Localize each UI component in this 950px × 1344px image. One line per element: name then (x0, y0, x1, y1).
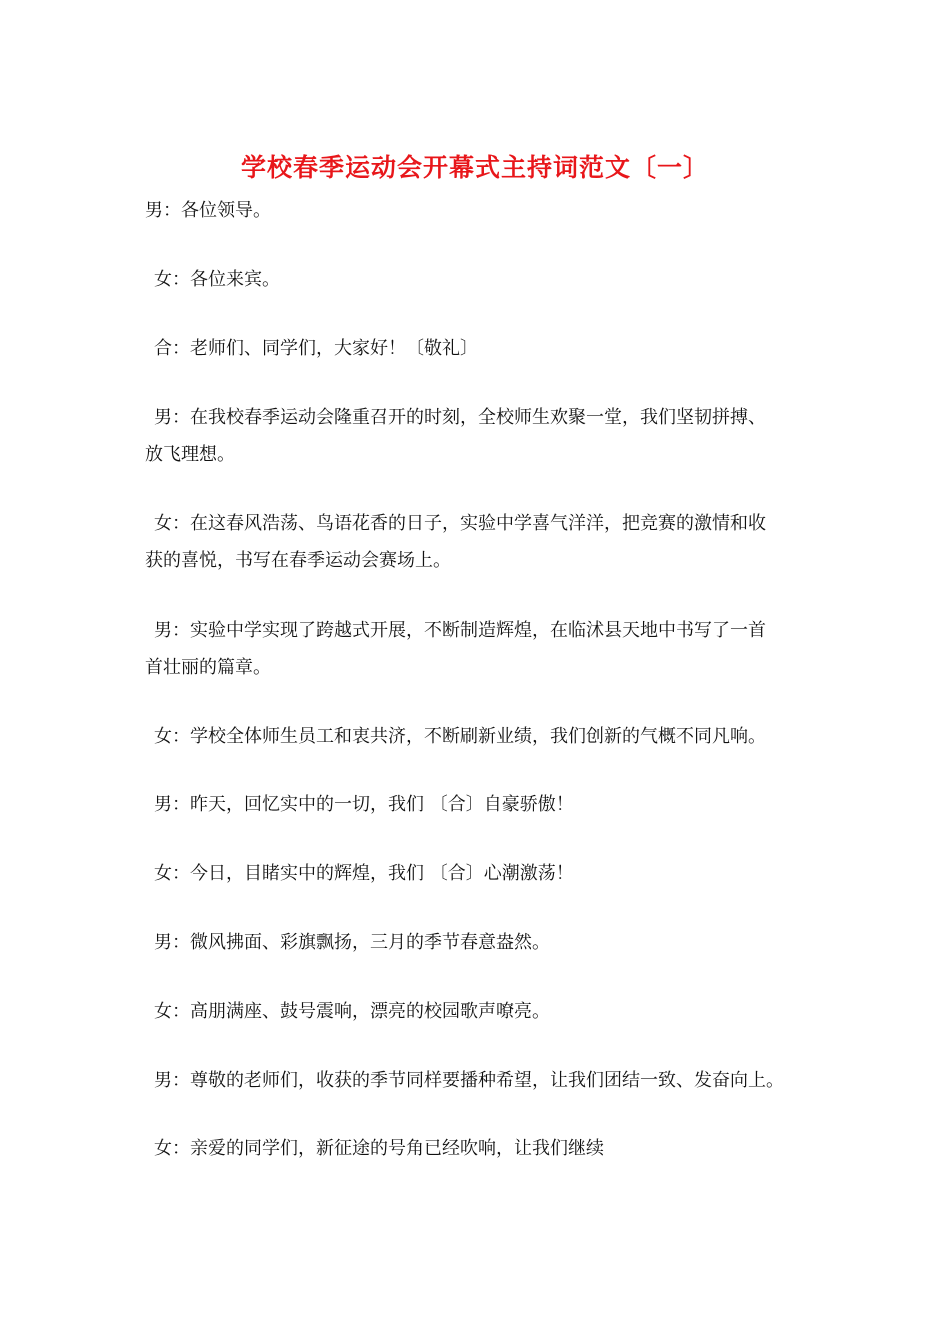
paragraph-10 (145, 924, 834, 961)
paragraph-line: 男：尊敬的老师们，收获的季节同样要播种希望，让我们团结一致、发奋向上。 (154, 1070, 784, 1091)
paragraph-line: 女：在这春风浩荡、鸟语花香的日子，实验中学喜气洋洋，把竞赛的激情和收 (154, 513, 766, 534)
paragraph-line: 男：各位领导。 (145, 200, 271, 221)
paragraph-line: 男：昨天，回忆实中的一切，我们 〔合〕自豪骄傲！ (154, 794, 574, 815)
paragraph-line: 首壮丽的篇章。 (145, 657, 271, 678)
paragraph-12 (145, 1062, 834, 1099)
paragraph-6 (145, 612, 825, 686)
paragraph-line: 放飞理想。 (145, 444, 235, 465)
paragraph-11 (145, 993, 834, 1030)
paragraph-5 (145, 505, 825, 579)
paragraph-13 (145, 1130, 834, 1167)
paragraph-line: 男：实验中学实现了跨越式开展，不断制造辉煌，在临沭县天地中书写了一首 (154, 620, 766, 641)
paragraph-line: 女：各位来宾。 (154, 269, 280, 290)
paragraph-3 (145, 330, 834, 367)
paragraph-1 (145, 192, 825, 229)
paragraph-line: 合：老师们、同学们，大家好！〔敬礼〕 (154, 338, 478, 359)
paragraph-line: 男：微风拂面、彩旗飘扬，三月的季节春意盎然。 (154, 932, 550, 953)
paragraph-line: 获的喜悦，书写在春季运动会赛场上。 (145, 550, 451, 571)
paragraph-line: 女：学校全体师生员工和衷共济，不断刷新业绩，我们创新的气概不同凡响。 (154, 726, 766, 747)
paragraph-4 (145, 399, 825, 473)
paragraph-9 (145, 855, 834, 892)
paragraph-2 (145, 261, 834, 298)
paragraph-line: 女：亲爱的同学们，新征途的号角已经吹响，让我们继续 (154, 1138, 604, 1159)
paragraph-7 (145, 718, 834, 755)
paragraph-line: 女：高朋满座、鼓号震响，漂亮的校园歌声嘹亮。 (154, 1001, 550, 1022)
paragraph-line: 女：今日，目睹实中的辉煌，我们 〔合〕心潮激荡！ (154, 863, 574, 884)
paragraph-8 (145, 786, 834, 823)
page-title: 学校春季运动会开幕式主持词范文〔一〕 (240, 153, 709, 182)
paragraph-line: 男：在我校春季运动会隆重召开的时刻，全校师生欢聚一堂，我们坚韧拼搏、 (154, 407, 766, 428)
